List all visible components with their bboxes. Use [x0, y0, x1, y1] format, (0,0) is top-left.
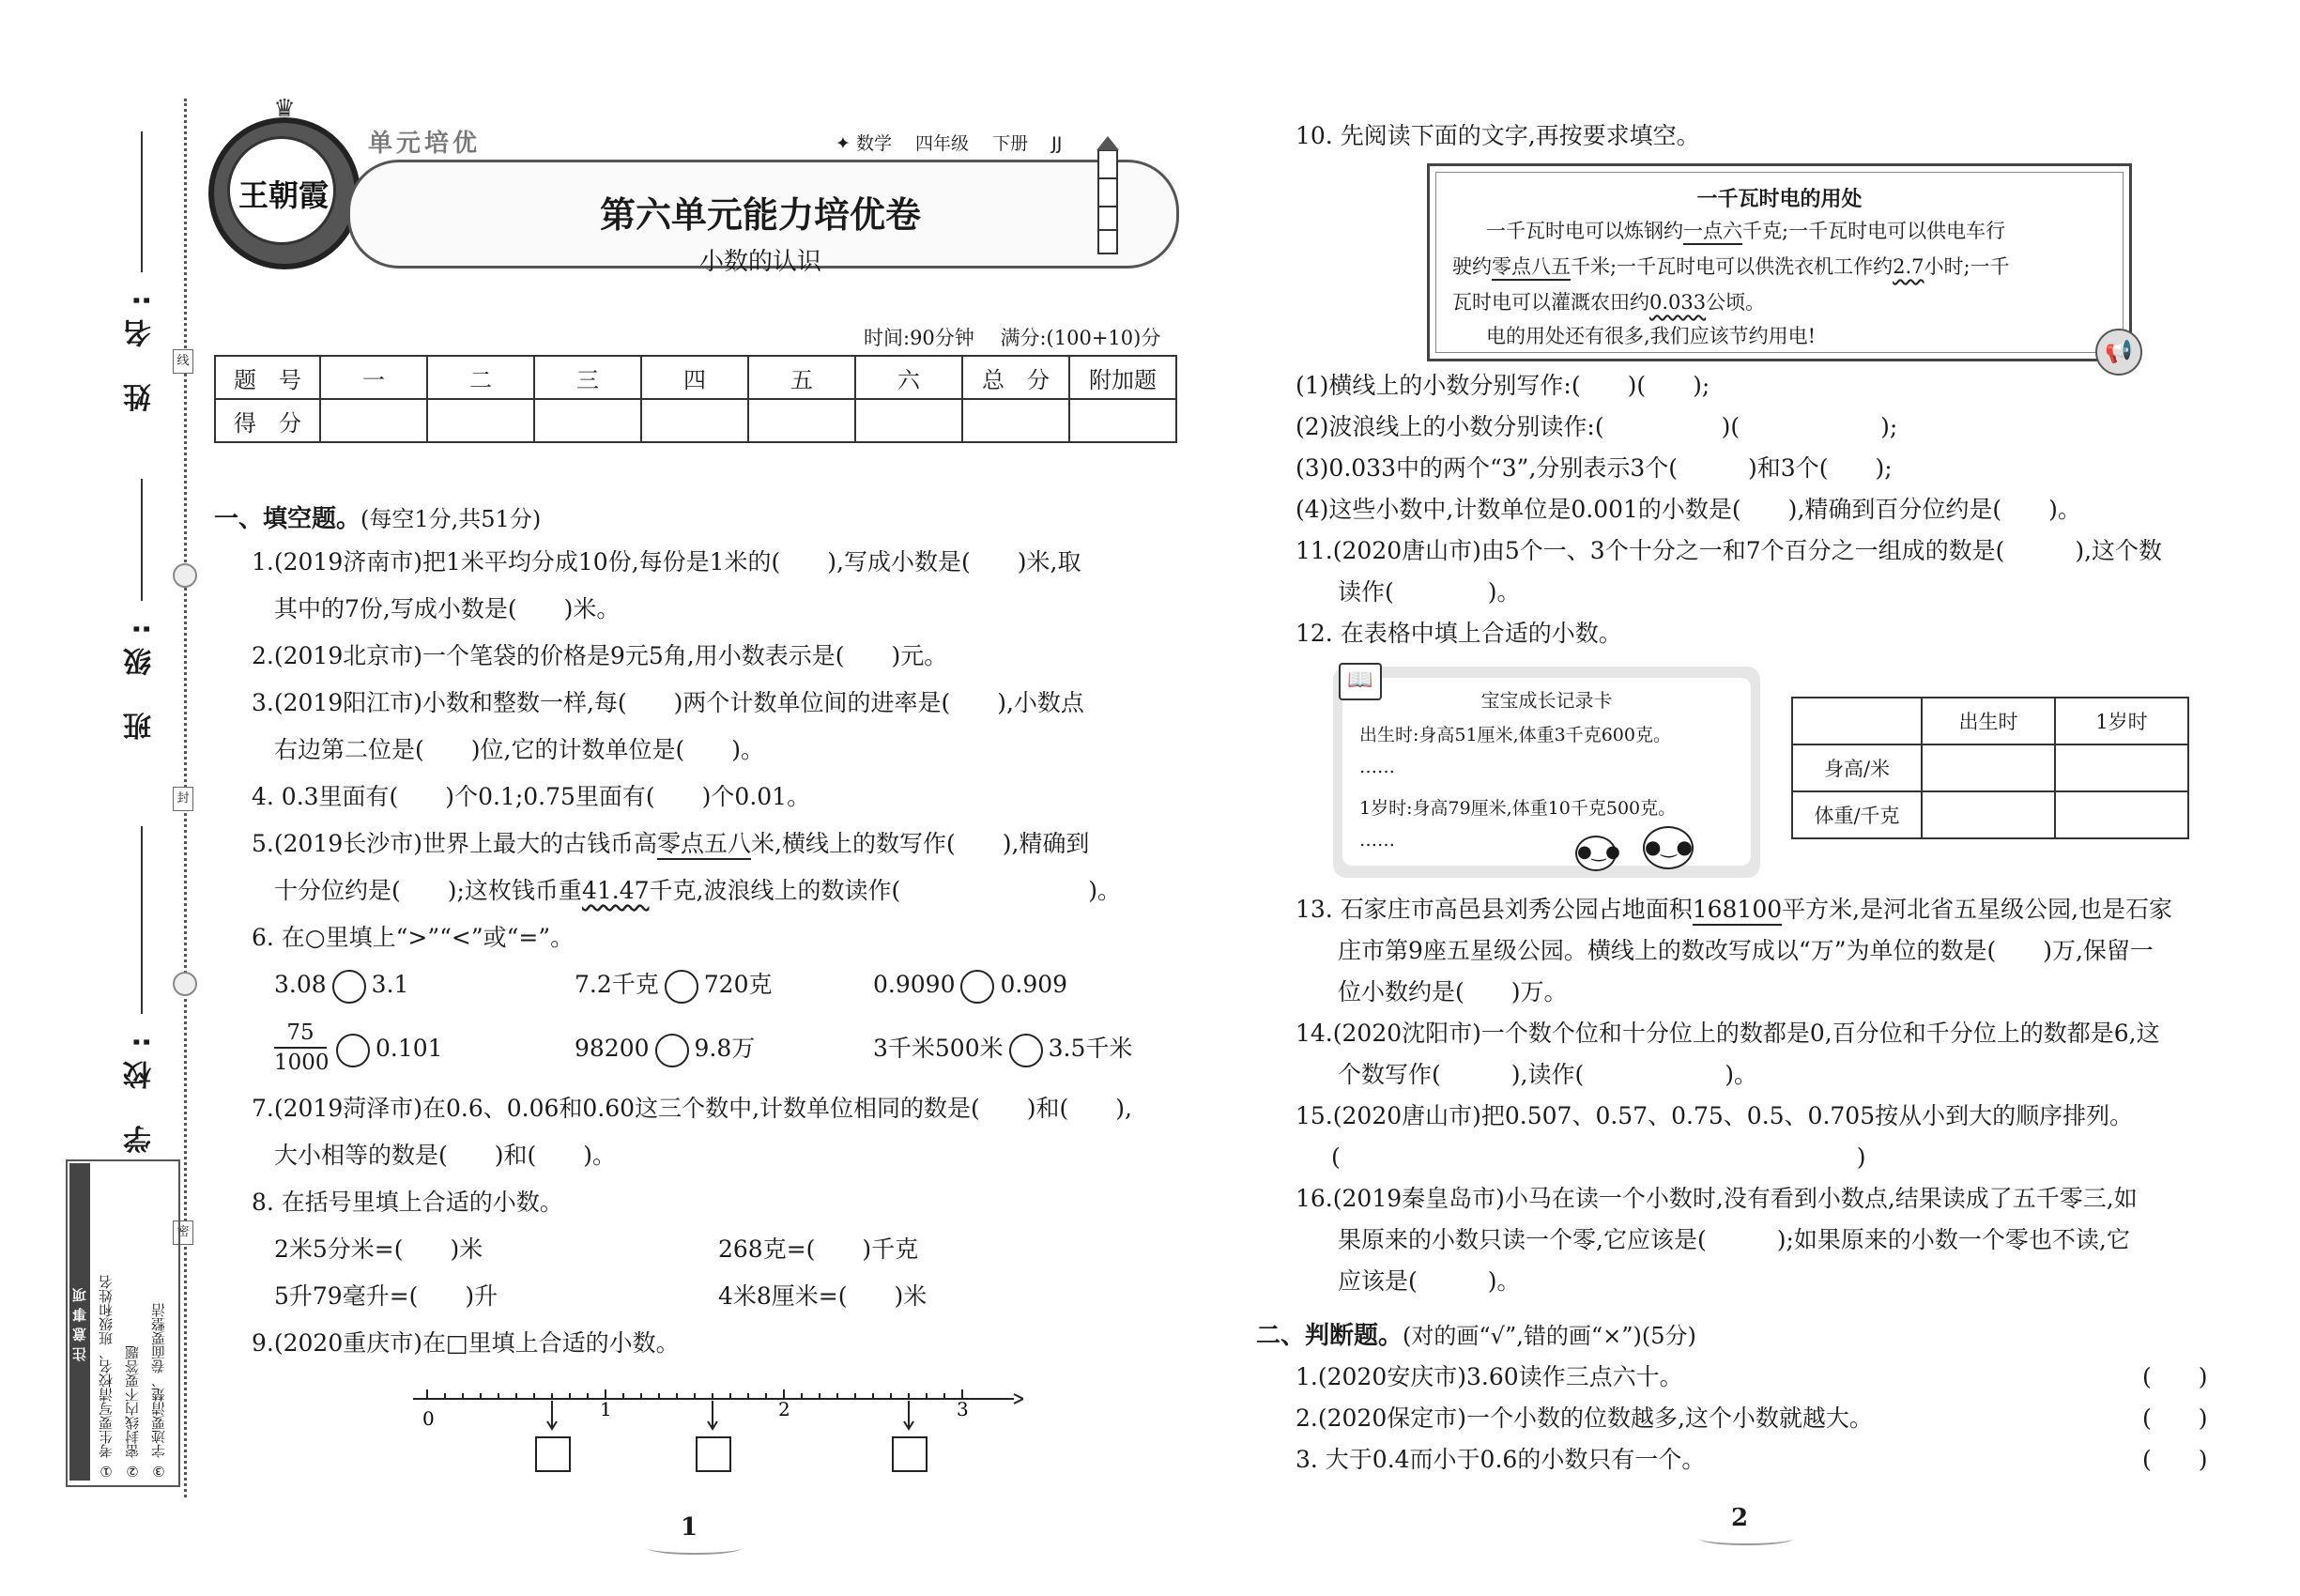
- q13-text-post: 平方米,是河北省五星级公园,也是石家: [1782, 896, 2173, 923]
- compare-left: 98200: [575, 1035, 650, 1062]
- judge-3: 3. 大于0.4而小于0.6的小数只有一个。: [1296, 1446, 1706, 1473]
- notice-item-2: ② 密封线内不要答题: [124, 1345, 141, 1480]
- grow-cell[interactable]: [2055, 744, 2188, 791]
- question-14a: 14.(2020沈阳市)一个数个位和十分位上的数都是0,百分位和千分位上的数都是6,这: [1296, 1020, 2160, 1047]
- r3-wavy: 0.033: [1649, 291, 1707, 314]
- grow-cell[interactable]: [1922, 791, 2055, 838]
- volume: 下册: [992, 133, 1029, 154]
- seal-tag-line: 线: [173, 349, 193, 374]
- reading-title: 一千瓦时电的用处: [1696, 188, 1863, 211]
- score-header-cell: 五: [748, 356, 855, 399]
- q13-text: 13. 石家庄市高邑县刘秀公园占地面积: [1296, 896, 1693, 923]
- compare-right: 3.1: [371, 971, 409, 998]
- compare-right: 9.8万: [694, 1035, 756, 1062]
- logo-crown-icon: ♛: [273, 95, 296, 123]
- tick-label-3: 3: [957, 1398, 969, 1420]
- card-line-2: ……: [1359, 757, 1395, 777]
- tick-label-1: 1: [600, 1398, 612, 1420]
- time-info: 时间:90分钟: [864, 327, 974, 349]
- fill-8-3: 5升79毫升=( )升: [274, 1282, 498, 1310]
- page-subtitle: 小数的认识: [698, 248, 821, 276]
- megaphone-icon: 📢: [2095, 329, 2142, 376]
- question-13b: 庄市第9座五星级公园。横线上的数改写成以“万”为单位的数是( )万,保留一: [1338, 937, 2154, 964]
- page-number-1: 1: [681, 1513, 698, 1542]
- question-15: 15.(2020唐山市)把0.507、0.57、0.75、0.5、0.705按从小到大的顺序排列。: [1296, 1102, 2134, 1129]
- question-14b: 个数写作( ),读作( )。: [1338, 1061, 1757, 1088]
- score-cell[interactable]: [534, 399, 641, 442]
- reading-line-1: [1486, 215, 2005, 247]
- question-12: 12. 在表格中填上合适的小数。: [1296, 620, 1622, 647]
- answer-box-1[interactable]: [535, 1436, 571, 1472]
- r3-text-post: 公顷。: [1706, 291, 1766, 314]
- compare-5: [575, 1033, 755, 1067]
- question-11a: 11.(2020唐山市)由5个一、3个十分之一和7个百分之一组成的数是( ),这个数: [1296, 537, 2163, 564]
- q5b-text: 十分位约是( );这枚钱币重: [274, 877, 582, 904]
- notice-box: [66, 1159, 180, 1487]
- book-meta: [836, 130, 1062, 155]
- compare-right: 0.909: [1000, 971, 1068, 998]
- compare-circle[interactable]: [665, 970, 698, 1004]
- score-header-cell: 题 号: [215, 356, 320, 399]
- r3-text: 瓦时电可以灌溉农田约: [1452, 291, 1649, 314]
- grow-row-label: 身高/米: [1792, 744, 1922, 791]
- compare-left: 7.2千克: [575, 971, 659, 998]
- q5b-text-post: 千克,波浪线上的数读作( )。: [649, 877, 1121, 904]
- fill-8-4: 4米8厘米=( )米: [718, 1282, 928, 1310]
- card-line-1: 出生时:身高51厘米,体重3千克600克。: [1359, 725, 1671, 745]
- grow-header-cell: 1岁时: [2055, 698, 2188, 744]
- seal-hole-1: [173, 563, 197, 588]
- school-label: 学 校:: [124, 1023, 157, 1154]
- judge-1-answer[interactable]: ( ): [2142, 1363, 2208, 1390]
- question-3a: 3.(2019阳江市)小数和整数一样,每( )两个计数单位间的进率是( ),小数点: [252, 689, 1084, 716]
- question-7b: 大小相等的数是( )和( )。: [274, 1142, 617, 1169]
- score-header-cell: 一: [320, 356, 427, 399]
- score-cell[interactable]: [855, 399, 962, 442]
- section-1-heading: 一、填空题。: [214, 505, 361, 533]
- question-2: 2.(2019北京市)一个笔袋的价格是9元5角,用小数表示是( )元。: [252, 642, 948, 669]
- reading-line-4: 电的用处还有很多,我们应该节约用电!: [1486, 325, 1817, 347]
- score-cell[interactable]: [427, 399, 534, 442]
- section-1-title: [214, 499, 541, 534]
- score-info: 满分:(100+10)分: [1000, 327, 1161, 349]
- judge-2-answer[interactable]: ( ): [2142, 1404, 2208, 1432]
- grow-header-cell: [1792, 698, 1922, 744]
- question-10: 10. 先阅读下面的文字,再按要求填空。: [1296, 122, 1700, 149]
- r1-text-post: 千克;一千瓦时电可以供电车行: [1742, 220, 2006, 242]
- fraction-denominator: 1000: [274, 1051, 330, 1075]
- card-line-3: 1岁时:身高79厘米,体重10千克500克。: [1359, 798, 1677, 819]
- r2-text-post: 小时;一千: [1924, 255, 2010, 278]
- sparkle-icon: ✦: [836, 133, 856, 154]
- judge-3-answer[interactable]: ( ): [2142, 1446, 2208, 1473]
- question-3b: 右边第二位是( )位,它的计数单位是( )。: [274, 736, 764, 763]
- question-10-2: (2)波浪线上的小数分别读作:( )( );: [1296, 413, 1898, 440]
- question-5b: [274, 875, 1121, 907]
- compare-left: 0.9090: [873, 971, 956, 998]
- r2-text-mid: 千米;一千瓦时电可以供洗衣机工作约: [1571, 255, 1894, 278]
- page-flourish-1: [648, 1542, 742, 1555]
- tick-label-2: 2: [778, 1398, 790, 1420]
- q5-underlined: 零点五八: [657, 830, 751, 860]
- lighthouse-icon: [1089, 131, 1127, 263]
- question-16c: 应该是( )。: [1338, 1267, 1521, 1295]
- score-cell[interactable]: [962, 399, 1069, 442]
- question-11b: 读作( )。: [1338, 578, 1521, 606]
- answer-box-3[interactable]: [892, 1436, 928, 1472]
- q5b-wavy: 41.47: [581, 877, 650, 904]
- compare-circle[interactable]: [960, 970, 994, 1004]
- page-number-2: 2: [1731, 1504, 1749, 1532]
- question-13c: 位小数约是( )万。: [1338, 978, 1568, 1005]
- r2-text: 驶约: [1452, 255, 1492, 278]
- question-13a: [1296, 894, 2172, 926]
- compare-left: 3.08: [274, 971, 327, 998]
- card-line-4: ……: [1359, 830, 1395, 851]
- compare-circle[interactable]: [1009, 1034, 1043, 1067]
- edition: JJ: [1051, 133, 1063, 154]
- compare-right: 3.5千米: [1048, 1035, 1133, 1062]
- reading-line-3: [1452, 286, 1765, 318]
- r2-wavy: 2.7: [1893, 255, 1924, 278]
- grow-row-label: 体重/千克: [1792, 791, 1922, 838]
- r1-text: 一千瓦时电可以炼钢约: [1486, 220, 1683, 242]
- grow-cell[interactable]: [2055, 791, 2188, 838]
- growth-card: [1333, 667, 1760, 878]
- compare-4-fraction: [274, 1019, 330, 1077]
- compare-circle[interactable]: [655, 1034, 689, 1067]
- question-1b: 其中的7份,写成小数是( )米。: [274, 595, 621, 622]
- fill-8-2: 268克=( )千克: [718, 1235, 919, 1263]
- question-7a: 7.(2019菏泽市)在0.6、0.06和0.60这三个数中,计数单位相同的数是( )和( ),: [252, 1095, 1132, 1122]
- growth-table: [1791, 697, 2189, 839]
- question-6: 6. 在○里填上“>”“<”或“=”。: [252, 924, 575, 951]
- series-label: 单元培优: [368, 130, 482, 158]
- class-label: 班 级:: [124, 610, 157, 741]
- card-title: 宝宝成长记录卡: [1480, 689, 1613, 712]
- judge-1: 1.(2020安庆市)3.60读作三点六十。: [1296, 1363, 1683, 1390]
- question-16a: 16.(2019秦皇岛市)小马在读一个小数时,没有看到小数点,结果读成了五千零三,如: [1296, 1185, 2138, 1212]
- exam-info: [864, 323, 1160, 351]
- seal-tag-seal: 封: [173, 787, 193, 811]
- page-title: 第六单元能力培优卷: [599, 194, 921, 236]
- class-line: [141, 479, 143, 601]
- r2-underlined: 零点八五: [1492, 255, 1571, 281]
- compare-1: [274, 969, 408, 1004]
- fraction-numerator: 75: [274, 1019, 327, 1049]
- page-flourish-2: [1699, 1532, 1793, 1545]
- score-cell[interactable]: [320, 399, 427, 442]
- compare-6: [873, 1033, 1132, 1067]
- notice-title: 注意事项: [69, 1163, 90, 1481]
- subject: 数学: [855, 133, 892, 154]
- publisher-logo: [208, 95, 360, 269]
- score-header-cell: 四: [641, 356, 748, 399]
- answer-box-2[interactable]: [696, 1436, 731, 1472]
- notice-item-3: ③ 字迹要清楚、卷面要整洁: [150, 1303, 167, 1480]
- question-16b: 果原来的小数只读一个零,它应该是( );如果原来的小数一个零也不读,它: [1338, 1226, 2130, 1253]
- question-10-4: (4)这些小数中,计数单位是0.001的小数是( ),精确到百分位约是( )。: [1296, 496, 2081, 523]
- seal-tag-tight: 密: [173, 1220, 193, 1245]
- compare-right: 720克: [703, 971, 773, 998]
- compare-3: [873, 969, 1067, 1004]
- notice-item-1: ① 考生要写清校名、班级和姓名: [98, 1275, 115, 1480]
- score-row-label: 得 分: [215, 399, 320, 442]
- question-5a: [252, 828, 1089, 860]
- number-line: [404, 1371, 1023, 1483]
- compare-circle[interactable]: [332, 970, 366, 1004]
- score-header-cell: 附加题: [1069, 356, 1176, 399]
- score-table: [214, 355, 1177, 443]
- tick-label-0: 0: [422, 1407, 435, 1430]
- score-header-cell: 三: [534, 356, 641, 399]
- school-line: [141, 826, 143, 1014]
- grow-header-cell: 出生时: [1922, 698, 2055, 744]
- q5-text: 5.(2019长沙市)世界上最大的古钱币高: [252, 830, 657, 857]
- compare-circle[interactable]: [336, 1034, 370, 1067]
- q5-text-post: 米,横线上的数写作( ),精确到: [751, 830, 1090, 857]
- logo-text: 王朝霞: [238, 177, 329, 213]
- name-label: 姓 名:: [124, 282, 157, 412]
- panda-icon: ●‿●: [1643, 826, 1694, 869]
- name-line: [141, 131, 143, 272]
- score-header-cell: 二: [427, 356, 534, 399]
- grow-cell[interactable]: [1922, 744, 2055, 791]
- question-1a: 1.(2019济南市)把1米平均分成10份,每份是1米的( ),写成小数是( )米,取: [252, 548, 1081, 575]
- judge-2: 2.(2020保定市)一个小数的位数越多,这个小数就越大。: [1296, 1404, 1873, 1432]
- score-cell[interactable]: [748, 399, 855, 442]
- r1-underlined: 一点六: [1683, 220, 1742, 245]
- question-15-answer[interactable]: ( ): [1331, 1143, 1866, 1171]
- reading-box: [1427, 163, 2133, 364]
- compare-2: [575, 969, 772, 1004]
- seal-hole-2: [173, 972, 197, 996]
- book-icon: 📖: [1339, 663, 1382, 700]
- score-cell[interactable]: [641, 399, 748, 442]
- section-2-note: (对的画“√”,错的画“×”)(5分): [1403, 1323, 1696, 1349]
- question-8: 8. 在括号里填上合适的小数。: [252, 1189, 563, 1216]
- question-4: 4. 0.3里面有( )个0.1;0.75里面有( )个0.01。: [252, 783, 811, 810]
- section-2-heading: 二、判断题。: [1256, 1322, 1403, 1350]
- grade: 四年级: [915, 133, 970, 154]
- question-10-3: (3)0.033中的两个“3”,分别表示3个( )和3个( );: [1296, 454, 1893, 482]
- section-2-title: [1256, 1316, 1696, 1351]
- compare-right: 0.101: [376, 1035, 443, 1062]
- compare-left: 3千米500米: [873, 1035, 1004, 1062]
- compare-4: [330, 1033, 443, 1067]
- question-9: 9.(2020重庆市)在□里填上合适的小数。: [252, 1329, 680, 1357]
- score-header-cell: 总 分: [962, 356, 1069, 399]
- question-10-1: (1)横线上的小数分别写作:( )( );: [1296, 372, 1710, 399]
- fill-8-1: 2米5分米=( )米: [274, 1235, 483, 1263]
- reading-line-2: [1452, 251, 2010, 283]
- score-header-cell: 六: [855, 356, 962, 399]
- q13-underlined: 168100: [1693, 896, 1782, 926]
- score-cell[interactable]: [1069, 399, 1176, 442]
- section-1-note: (每空1分,共51分): [360, 506, 542, 532]
- panda-icon: ●‿●: [1575, 836, 1617, 871]
